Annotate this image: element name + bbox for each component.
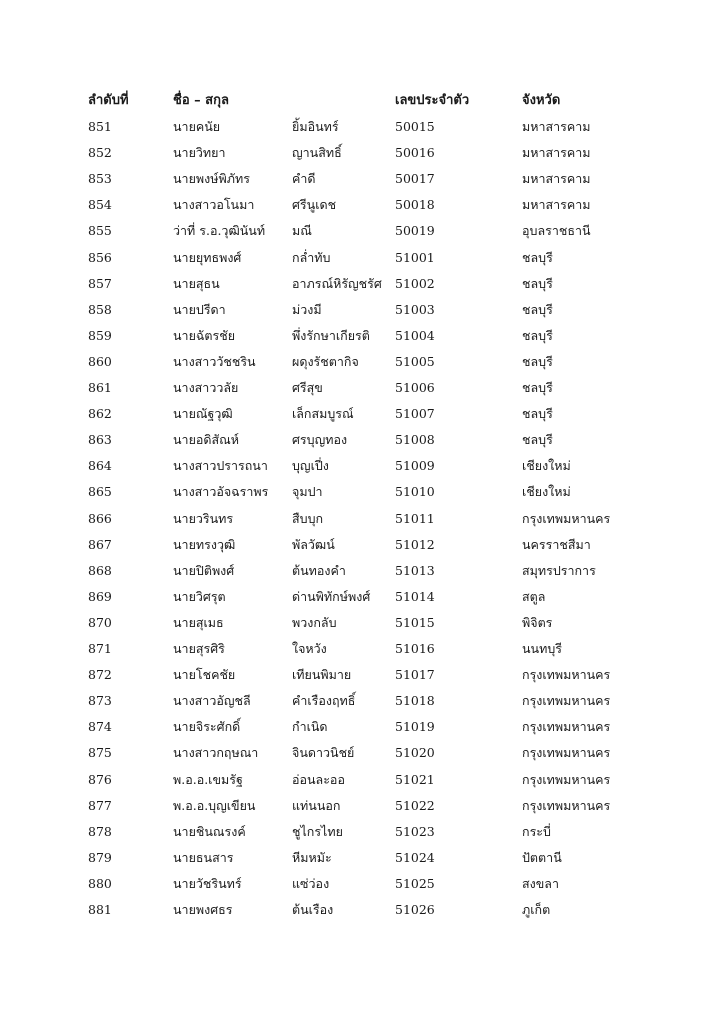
row-no: 871 <box>88 641 112 656</box>
table-row <box>0 271 724 297</box>
row-province: กรุงเทพมหานคร <box>522 797 611 813</box>
row-last-name: กล่ำทับ <box>292 249 331 265</box>
row-no: 875 <box>88 745 112 761</box>
row-no: 872 <box>88 667 112 683</box>
row-province: ชลบุรี <box>522 275 553 291</box>
row-province: อุบลราชธานี <box>522 223 591 239</box>
table-row <box>0 192 724 218</box>
table-row <box>0 166 724 192</box>
row-first-name: ว่าที่ ร.อ.วุฒินันท์ <box>173 223 266 239</box>
header-no: ลำดับที่ <box>88 93 129 108</box>
row-id: 50018 <box>395 197 435 213</box>
row-id: 51008 <box>395 432 435 448</box>
table-row <box>0 688 724 714</box>
row-last-name: ยิ้มอินทร์ <box>292 119 339 134</box>
header-province: จังหวัด <box>522 93 561 108</box>
row-first-name: พ.อ.อ.เขมรัฐ <box>173 771 243 787</box>
row-province: กรุงเทพมหานคร <box>522 667 611 683</box>
row-last-name: กำเนิด <box>292 719 328 735</box>
row-first-name: พ.อ.อ.บุญเขียน <box>173 797 256 813</box>
row-last-name: คำเรืองฤทธิ์ <box>292 693 356 709</box>
row-id: 51004 <box>395 327 435 343</box>
row-province: ชลบุรี <box>522 327 553 343</box>
row-no: 858 <box>88 301 112 317</box>
table-header <box>0 88 724 114</box>
row-no: 876 <box>88 771 112 787</box>
row-last-name: ด่านพิทักษ์พงศ์ <box>292 588 371 604</box>
row-last-name: เล็กสมบูรณ์ <box>292 406 354 422</box>
row-id: 51016 <box>395 641 435 656</box>
table-row <box>0 558 724 584</box>
row-province: ชลบุรี <box>522 301 553 317</box>
row-first-name: นายพงษ์พิภัทร <box>173 171 250 187</box>
row-province: ชลบุรี <box>522 380 553 395</box>
row-no: 866 <box>88 510 112 526</box>
row-province: นครราชสีมา <box>522 536 591 552</box>
row-no: 857 <box>88 275 112 291</box>
row-id: 51003 <box>395 301 435 317</box>
row-province: สมุทรปราการ <box>522 562 596 578</box>
row-first-name: นางสาวปรารถนา <box>173 458 268 474</box>
row-province: พิจิตร <box>522 614 553 630</box>
row-province: ชลบุรี <box>522 406 553 422</box>
row-first-name: นายโชคชัย <box>173 667 236 683</box>
row-last-name: สืบบุก <box>292 510 324 526</box>
row-first-name: นายทรงวุฒิ <box>173 536 236 552</box>
row-province: เชียงใหม่ <box>522 484 571 500</box>
row-no: 870 <box>88 614 112 630</box>
table-row <box>0 401 724 427</box>
row-no: 854 <box>88 197 112 213</box>
table-row <box>0 140 724 166</box>
header-id: เลขประจำตัว <box>395 93 470 108</box>
row-first-name: นายคนัย <box>173 119 221 134</box>
row-last-name: มณี <box>292 223 312 239</box>
row-id: 50015 <box>395 119 435 134</box>
row-id: 51020 <box>395 745 435 761</box>
row-last-name: ญานสิทธิ์ <box>292 145 342 161</box>
row-no: 881 <box>88 902 112 917</box>
row-id: 51005 <box>395 353 435 369</box>
row-province: สตูล <box>522 588 546 604</box>
table-row <box>0 740 724 766</box>
row-last-name: ต้นเรือง <box>292 902 334 917</box>
row-no: 869 <box>88 588 112 604</box>
row-first-name: นายพงศธร <box>173 902 233 917</box>
table-row <box>0 793 724 819</box>
row-first-name: นางสาวกฤษณา <box>173 745 259 761</box>
row-first-name: นายวรินทร <box>173 510 234 526</box>
row-province: สงขลา <box>522 875 559 891</box>
row-no: 862 <box>88 406 112 422</box>
row-no: 865 <box>88 484 112 500</box>
row-first-name: นางสาวอัจฉราพร <box>173 484 269 500</box>
header-name: ชื่อ – สกุล <box>173 93 229 108</box>
row-no: 868 <box>88 562 112 578</box>
row-no: 859 <box>88 327 112 343</box>
table-row <box>0 297 724 323</box>
row-last-name: ชูไกรไทย <box>292 823 343 839</box>
row-last-name: แซ่ว่อง <box>292 875 330 891</box>
row-no: 879 <box>88 849 112 865</box>
table-row <box>0 610 724 636</box>
row-last-name: ต้นทองคำ <box>292 562 346 578</box>
row-id: 51011 <box>395 510 435 526</box>
table-row <box>0 479 724 505</box>
row-id: 51012 <box>395 536 435 552</box>
row-id: 51014 <box>395 588 435 604</box>
row-last-name: ม่วงมี <box>292 301 322 317</box>
row-province: มหาสารคาม <box>522 197 591 213</box>
row-id: 51023 <box>395 823 435 839</box>
row-id: 50019 <box>395 223 435 239</box>
row-province: เชียงใหม่ <box>522 458 571 474</box>
row-province: กระบี่ <box>522 823 551 839</box>
row-last-name: ศรีสุข <box>292 380 323 395</box>
table-row <box>0 532 724 558</box>
row-no: 851 <box>88 119 112 134</box>
row-province: มหาสารคาม <box>522 145 591 161</box>
table-row <box>0 427 724 453</box>
row-province: มหาสารคาม <box>522 119 591 134</box>
row-first-name: นางสาววลัย <box>173 380 239 395</box>
row-province: มหาสารคาม <box>522 171 591 187</box>
row-first-name: นายปิติพงศ์ <box>173 562 235 578</box>
row-no: 856 <box>88 249 112 265</box>
row-last-name: จินดาวนิชย์ <box>292 745 355 761</box>
row-last-name: ผดุงรัชตากิจ <box>292 353 359 369</box>
table-row <box>0 767 724 793</box>
table-row <box>0 819 724 845</box>
table-row <box>0 375 724 401</box>
row-id: 51018 <box>395 693 435 709</box>
table-row <box>0 662 724 688</box>
table-row <box>0 845 724 871</box>
row-last-name: พึ่งรักษาเกียรติ <box>292 327 370 343</box>
row-last-name: จุมปา <box>292 484 323 500</box>
row-no: 855 <box>88 223 112 239</box>
row-province: ภูเก็ต <box>522 902 551 917</box>
row-last-name: เทียนพิมาย <box>292 667 352 683</box>
row-id: 51007 <box>395 406 435 422</box>
row-first-name: นายธนสาร <box>173 849 234 865</box>
row-id: 50017 <box>395 171 435 187</box>
row-no: 864 <box>88 458 112 474</box>
row-last-name: ศรบุญทอง <box>292 432 348 448</box>
row-id: 51026 <box>395 902 435 917</box>
row-province: ชลบุรี <box>522 353 553 369</box>
row-no: 863 <box>88 432 112 448</box>
row-no: 874 <box>88 719 112 735</box>
row-id: 51009 <box>395 458 435 474</box>
table-row <box>0 714 724 740</box>
table-row <box>0 218 724 244</box>
table-row <box>0 636 724 662</box>
table-row <box>0 506 724 532</box>
row-id: 51013 <box>395 562 435 578</box>
row-first-name: นายณัฐวุฒิ <box>173 406 233 422</box>
row-first-name: นายยุทธพงศ์ <box>173 249 242 265</box>
table-row <box>0 114 724 140</box>
row-id: 51024 <box>395 849 435 865</box>
row-id: 51010 <box>395 484 435 500</box>
row-first-name: นายชินณรงค์ <box>173 823 246 839</box>
row-no: 861 <box>88 380 112 395</box>
row-id: 51022 <box>395 797 435 813</box>
row-id: 50016 <box>395 145 435 161</box>
row-last-name: ใจหวัง <box>292 641 327 656</box>
row-id: 51015 <box>395 614 435 630</box>
row-id: 51025 <box>395 875 435 891</box>
table-row <box>0 453 724 479</box>
row-no: 867 <box>88 536 112 552</box>
table-row <box>0 323 724 349</box>
row-id: 51002 <box>395 275 435 291</box>
table-row <box>0 245 724 271</box>
row-first-name: นายสุรศิริ <box>173 641 225 656</box>
row-id: 51017 <box>395 667 435 683</box>
row-last-name: แท่นนอก <box>292 797 341 813</box>
row-no: 880 <box>88 875 112 891</box>
row-no: 853 <box>88 171 112 187</box>
row-first-name: นายสุธน <box>173 275 220 291</box>
row-id: 51006 <box>395 380 435 395</box>
row-first-name: นางสาววัชชริน <box>173 353 256 369</box>
row-last-name: หีมหมัะ <box>292 849 332 865</box>
row-no: 873 <box>88 693 112 709</box>
row-province: ปัตตานี <box>522 849 562 865</box>
row-last-name: พัลวัฒน์ <box>292 536 335 552</box>
row-last-name: อ่อนละออ <box>292 771 345 787</box>
row-first-name: นายอดิสัณห์ <box>173 432 239 448</box>
row-province: นนทบุรี <box>522 641 562 656</box>
row-first-name: นายจิระศักดิ์ <box>173 719 241 735</box>
table-row <box>0 897 724 923</box>
row-province: กรุงเทพมหานคร <box>522 719 611 735</box>
row-id: 51019 <box>395 719 435 735</box>
table-row <box>0 349 724 375</box>
row-id: 51021 <box>395 771 435 787</box>
row-province: กรุงเทพมหานคร <box>522 745 611 761</box>
table-row <box>0 584 724 610</box>
row-first-name: นายวัชรินทร์ <box>173 875 242 891</box>
row-no: 860 <box>88 353 112 369</box>
row-no: 877 <box>88 797 112 813</box>
row-first-name: นายฉัตรชัย <box>173 327 236 343</box>
row-last-name: ศรีนูเดช <box>292 197 337 213</box>
row-province: กรุงเทพมหานคร <box>522 771 611 787</box>
table-row <box>0 871 724 897</box>
row-first-name: นายวิศรุต <box>173 588 226 604</box>
row-last-name: พวงกลับ <box>292 614 337 630</box>
row-first-name: นายวิทยา <box>173 145 226 161</box>
row-first-name: นายสุเมธ <box>173 614 224 630</box>
row-last-name: คำดี <box>292 171 316 187</box>
row-province: ชลบุรี <box>522 432 553 448</box>
row-province: กรุงเทพมหานคร <box>522 693 611 709</box>
row-first-name: นายปรีดา <box>173 301 226 317</box>
row-no: 878 <box>88 823 112 839</box>
row-last-name: บุญเปี่ง <box>292 458 329 474</box>
row-first-name: นางสาวอโนมา <box>173 197 255 213</box>
row-id: 51001 <box>395 249 435 265</box>
row-last-name: อาภรณ์หิรัญชรัศ <box>292 275 382 291</box>
row-province: กรุงเทพมหานคร <box>522 510 611 526</box>
row-first-name: นางสาวอัญชลี <box>173 693 251 709</box>
row-province: ชลบุรี <box>522 249 553 265</box>
row-no: 852 <box>88 145 112 161</box>
